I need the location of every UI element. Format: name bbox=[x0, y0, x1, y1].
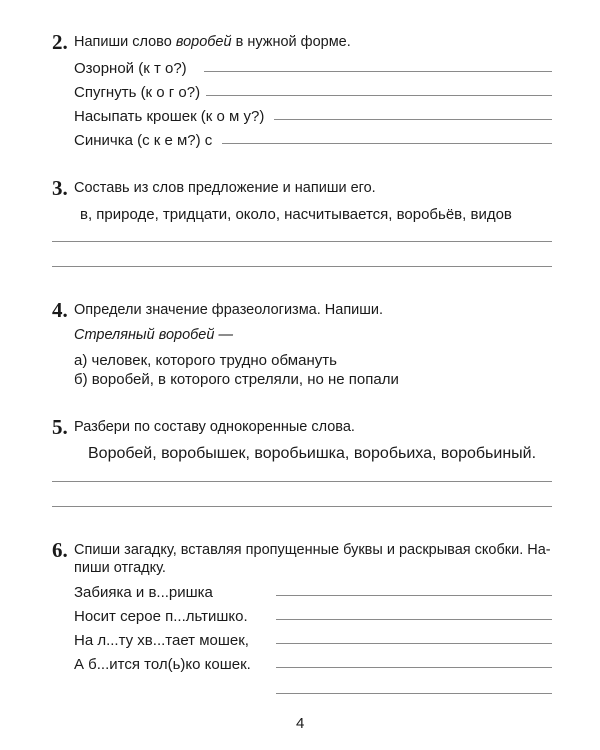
task-3-number: 3. bbox=[52, 176, 68, 200]
task-6-answer-line[interactable] bbox=[276, 643, 552, 644]
task-6-riddle-line: Забияка и в...ришка bbox=[74, 584, 213, 601]
task-4-phrase-text: Стреляный воробей — bbox=[74, 327, 233, 343]
task-5-answer-line[interactable] bbox=[52, 481, 552, 482]
task-2-answer-line[interactable] bbox=[206, 95, 552, 96]
task-2-row-label: Озорной (к т о?) bbox=[74, 60, 187, 77]
task-2-answer-line[interactable] bbox=[274, 119, 552, 120]
task-6-answer-line[interactable] bbox=[276, 619, 552, 620]
task-5-words: Воробей, воробышек, воробьишка, воробьиха, воробьиный. bbox=[88, 445, 537, 462]
task-2-row-label: Насыпать крошек (к о м у?) bbox=[74, 108, 265, 125]
task-2-instruction-post: в нужной форме. bbox=[231, 34, 351, 50]
task-4-option-b[interactable]: б) воробей, в которого стреляли, но не попали bbox=[74, 371, 399, 388]
task-2-row-label: Спугнуть (к о г о?) bbox=[74, 84, 201, 101]
task-2-answer-line[interactable] bbox=[222, 143, 552, 144]
task-6-answer-line[interactable] bbox=[276, 595, 552, 596]
task-3-answer-line[interactable] bbox=[52, 241, 552, 242]
task-6-answer-line[interactable] bbox=[276, 693, 552, 694]
task-6-answer-line[interactable] bbox=[276, 667, 552, 668]
task-5-instruction: Разбери по составу однокоренные слова. bbox=[74, 419, 355, 435]
task-2-instruction bbox=[74, 35, 351, 50]
task-2-row-label: Синичка (с к е м?) с bbox=[74, 132, 213, 149]
page-number: 4 bbox=[296, 715, 305, 732]
task-5-answer-line[interactable] bbox=[52, 506, 552, 507]
task-2-instruction-pre: Напиши слово bbox=[74, 34, 176, 50]
task-4-option-a[interactable]: а) человек, которого трудно обмануть bbox=[74, 352, 337, 369]
task-4-instruction: Определи значение фразеологизма. Напиши. bbox=[74, 302, 384, 318]
task-6-riddle-line: На л...ту хв...тает мошек, bbox=[74, 632, 249, 649]
task-6-instruction-line2: пиши отгадку. bbox=[74, 560, 166, 576]
task-2-instruction-word: воробей bbox=[175, 34, 232, 50]
task-2-answer-line[interactable] bbox=[204, 71, 552, 72]
task-3-answer-line[interactable] bbox=[52, 266, 552, 267]
task-4-phrase bbox=[74, 328, 233, 343]
task-3-words: в, природе, тридцати, около, насчитывается, воробьёв, видов bbox=[80, 206, 512, 223]
task-6-riddle-line: А б...ится тол(ь)ко кошек. bbox=[74, 656, 251, 673]
task-6-riddle-line: Носит серое п...льтишко. bbox=[74, 608, 248, 625]
task-6-number: 6. bbox=[52, 538, 68, 562]
task-2-number: 2. bbox=[52, 30, 68, 54]
task-6-instruction-line1: Спиши загадку, вставляя пропущенные буквы и раскрывая скобки. На- bbox=[74, 542, 551, 558]
task-3-instruction: Составь из слов предложение и напиши его. bbox=[74, 180, 376, 196]
task-4-number: 4. bbox=[52, 298, 68, 322]
task-5-number: 5. bbox=[52, 415, 68, 439]
